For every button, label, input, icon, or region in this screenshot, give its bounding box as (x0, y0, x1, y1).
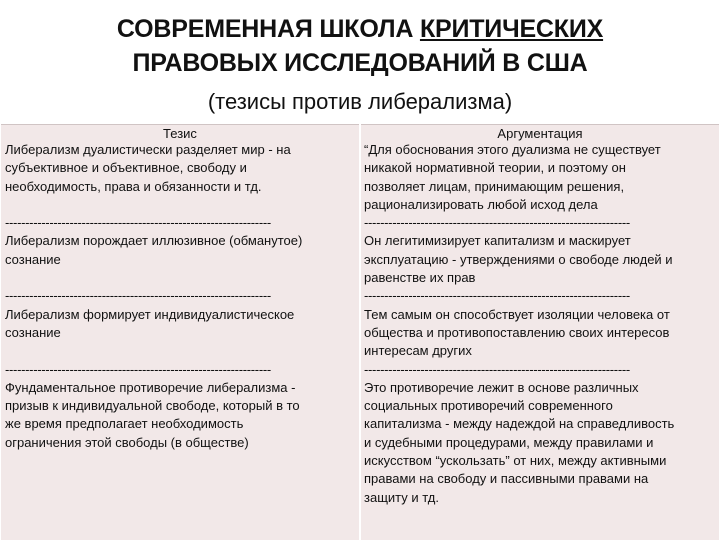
row-separator: ------------------------------------------------------------------ (364, 361, 630, 377)
thesis-cell-2: Либерализм порождает иллюзивное (обманутое) сознание (5, 233, 303, 267)
row-separator: ------------------------------------------------------------------ (5, 288, 271, 304)
argument-cell-1: “Для обоснования этого дуализма не существует никакой нормативной теории, и поэтому он позволяет лицам, принимающим решения, рационализировать любой исход дела (364, 142, 661, 212)
title-line-2: ПРАВОВЫХ ИССЛЕДОВАНИЙ В США (132, 49, 588, 77)
theses-table (0, 124, 720, 540)
spacer (1, 342, 359, 360)
slide-title (0, 12, 720, 80)
row-separator: ------------------------------------------------------------------ (5, 215, 271, 231)
slide-subtitle: (тезисы против либерализма) (207, 89, 513, 114)
thesis-cell-1: Либерализм дуалистически разделяет мир - на субъективное и объективное, свободу и необходимость, права и обязанности и тд. (5, 142, 291, 194)
title-underlined-word: КРИТИЧЕСКИХ (419, 15, 604, 43)
argument-column-header: Аргументация (497, 126, 583, 141)
argument-cell-3: Тем самым он способствует изоляции человека от общества и противопоставлению своих интересов интересам других (364, 306, 670, 359)
argument-cell-4: Это противоречие лежит в основе различных социальных противоречий современного капитализма - между надеждой на справедливость и судебными процедурами, между правилами и искусством “ускользать” от них, между активными правами на свободу и пассивными правами на защиту и тд. (364, 379, 675, 505)
thesis-column (1, 124, 359, 540)
row-separator: ------------------------------------------------------------------ (364, 288, 630, 304)
spacer (1, 196, 359, 214)
argument-column (361, 124, 719, 540)
row-separator: ------------------------------------------------------------------ (364, 215, 630, 231)
argument-cell-2: Он легитимизирует капитализм и маскирует эксплуатацию - утверждениями о свободе людей и равенстве их прав (364, 233, 673, 286)
thesis-column-header: Тезис (163, 126, 197, 141)
thesis-cell-4: Фундаментальное противоречие либерализма - призыв к индивидуальной свободе, который в то же время предполагает необходимость ограничения этой свободы (в обществе) (5, 379, 300, 450)
thesis-cell-3: Либерализм формирует индивидуалистическое сознание (5, 306, 295, 340)
spacer (1, 269, 359, 287)
title-text-part: СОВРЕМЕННАЯ ШКОЛА (116, 15, 420, 43)
row-separator: ------------------------------------------------------------------ (5, 361, 271, 377)
title-line-1 (0, 12, 720, 46)
